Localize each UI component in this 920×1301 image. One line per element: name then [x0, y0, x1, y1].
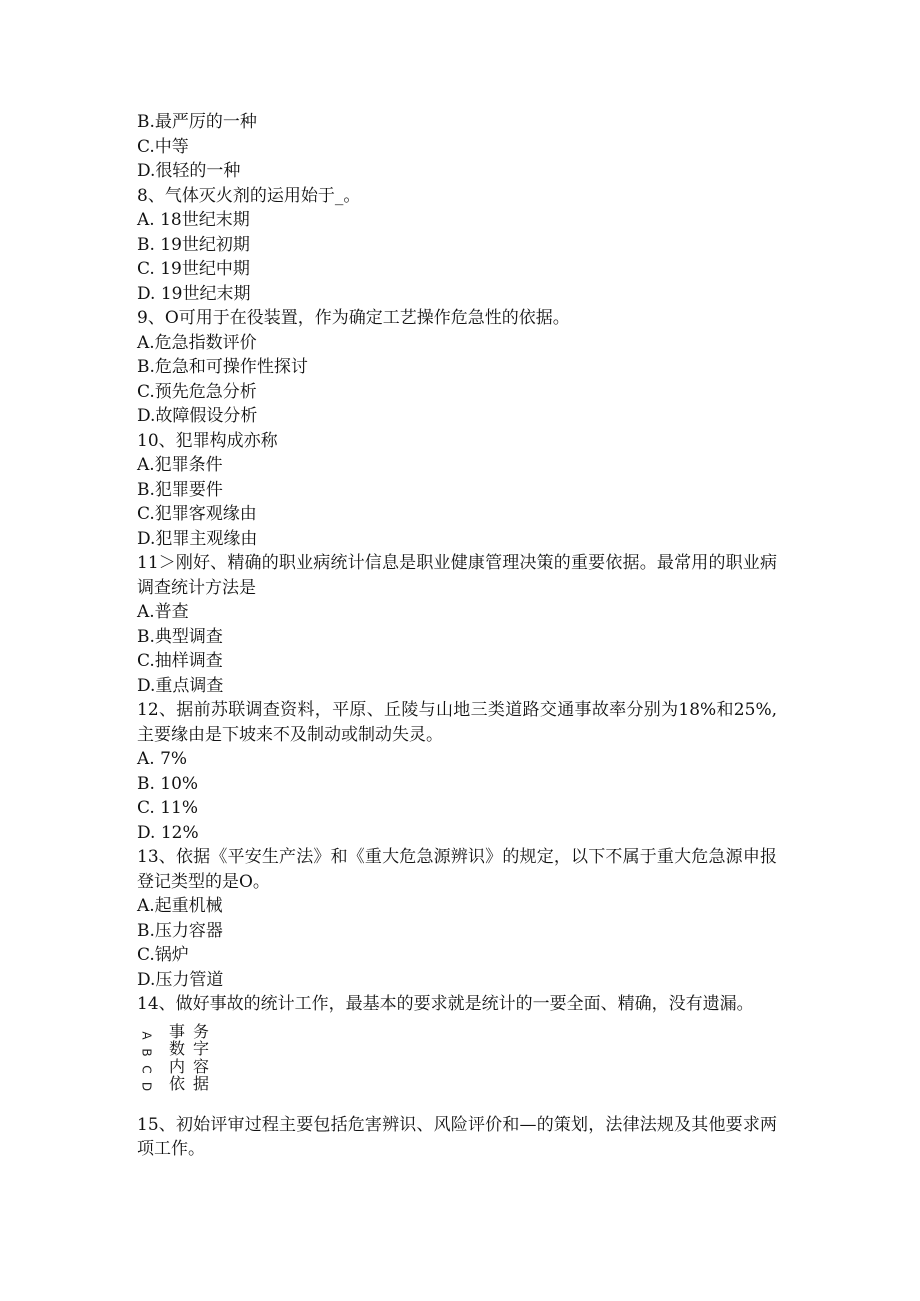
question-12: 12、据前苏联调查资料，平原、丘陵与山地三类道路交通事故率分别为18%和25%,主要缘由是下坡来不及制动或制动失灵。 — [137, 700, 777, 745]
option-line: B. 10% — [137, 773, 199, 794]
question-15: 15、初始评审过程主要包括危害辨识、风险评价和—的策划，法律法规及其他要求两项工作。 — [137, 1114, 777, 1159]
option-line: D.故障假设分析 — [137, 406, 258, 426]
rotated-letter: C — [139, 1064, 154, 1074]
option-line: C.预先危急分析 — [137, 381, 257, 402]
option-label: 数字 — [169, 1039, 218, 1058]
rotated-letter: B — [139, 1047, 154, 1057]
option-label: 内容 — [169, 1056, 218, 1076]
option-line: D.压力管道 — [137, 969, 224, 990]
option-line: A.危急指数评价 — [137, 332, 257, 353]
rotated-letter: A — [139, 1030, 154, 1040]
document-body — [137, 110, 777, 1162]
option-line: B.典型调查 — [137, 626, 223, 647]
spacer — [137, 1103, 777, 1113]
question-9: 9、O可用于在役装置，作为确定工艺操作危急性的依据。 — [137, 308, 570, 328]
option-line: C.锅炉 — [137, 945, 189, 965]
option-line: D.很轻的一种 — [137, 161, 241, 181]
rotated-letter: D — [139, 1081, 154, 1091]
option-line: C.抽样调查 — [137, 651, 223, 671]
question-11: 11＞刚好、精确的职业病统计信息是职业健康管理决策的重要依据。最常用的职业病调查统计方法是 — [137, 553, 777, 598]
option-line: C. 11% — [137, 798, 198, 818]
option-line: C.中等 — [137, 136, 189, 157]
option-line: A. 7% — [137, 749, 188, 769]
option-line: D. 12% — [137, 822, 199, 843]
question-10: 10、犯罪构成亦称 — [137, 430, 278, 451]
question-8: 8、气体灭火剂的运用始于_。 — [137, 185, 361, 206]
option-line: D.重点调查 — [137, 675, 224, 696]
option-line: B. 19世纪初期 — [137, 234, 250, 255]
option-line: A.起重机械 — [137, 896, 223, 916]
question-13: 13、依据《平安生产法》和《重大危急源辨识》的规定，以下不属于重大危急源申报登记类型的是O。 — [137, 847, 777, 892]
option-line: A.普查 — [137, 602, 189, 622]
option-line: A. 18世纪末期 — [137, 210, 250, 230]
option-line: B.最严厉的一种 — [137, 112, 257, 132]
option-line: B.压力容器 — [137, 920, 223, 941]
option-label-column — [169, 1023, 217, 1093]
option-line: C. 19世纪中期 — [137, 259, 250, 279]
option-line: C.犯罪客观缘由 — [137, 504, 257, 524]
option-line: D. 19世纪末期 — [137, 283, 251, 304]
rotated-letter-column — [137, 1027, 155, 1095]
option-label: 依据 — [169, 1074, 218, 1093]
option-line: B.危急和可操作性探讨 — [137, 357, 308, 377]
option-line: D.犯罪主观缘由 — [137, 528, 258, 549]
option-line: B.犯罪要件 — [137, 479, 223, 500]
option-label: 事务 — [169, 1021, 218, 1041]
option-line: A.犯罪条件 — [137, 455, 223, 475]
question-14-options — [137, 1023, 777, 1103]
question-14: 14、做好事故的统计工作，最基本的要求就是统计的一要全面、精确，没有遗漏。 — [137, 994, 754, 1014]
